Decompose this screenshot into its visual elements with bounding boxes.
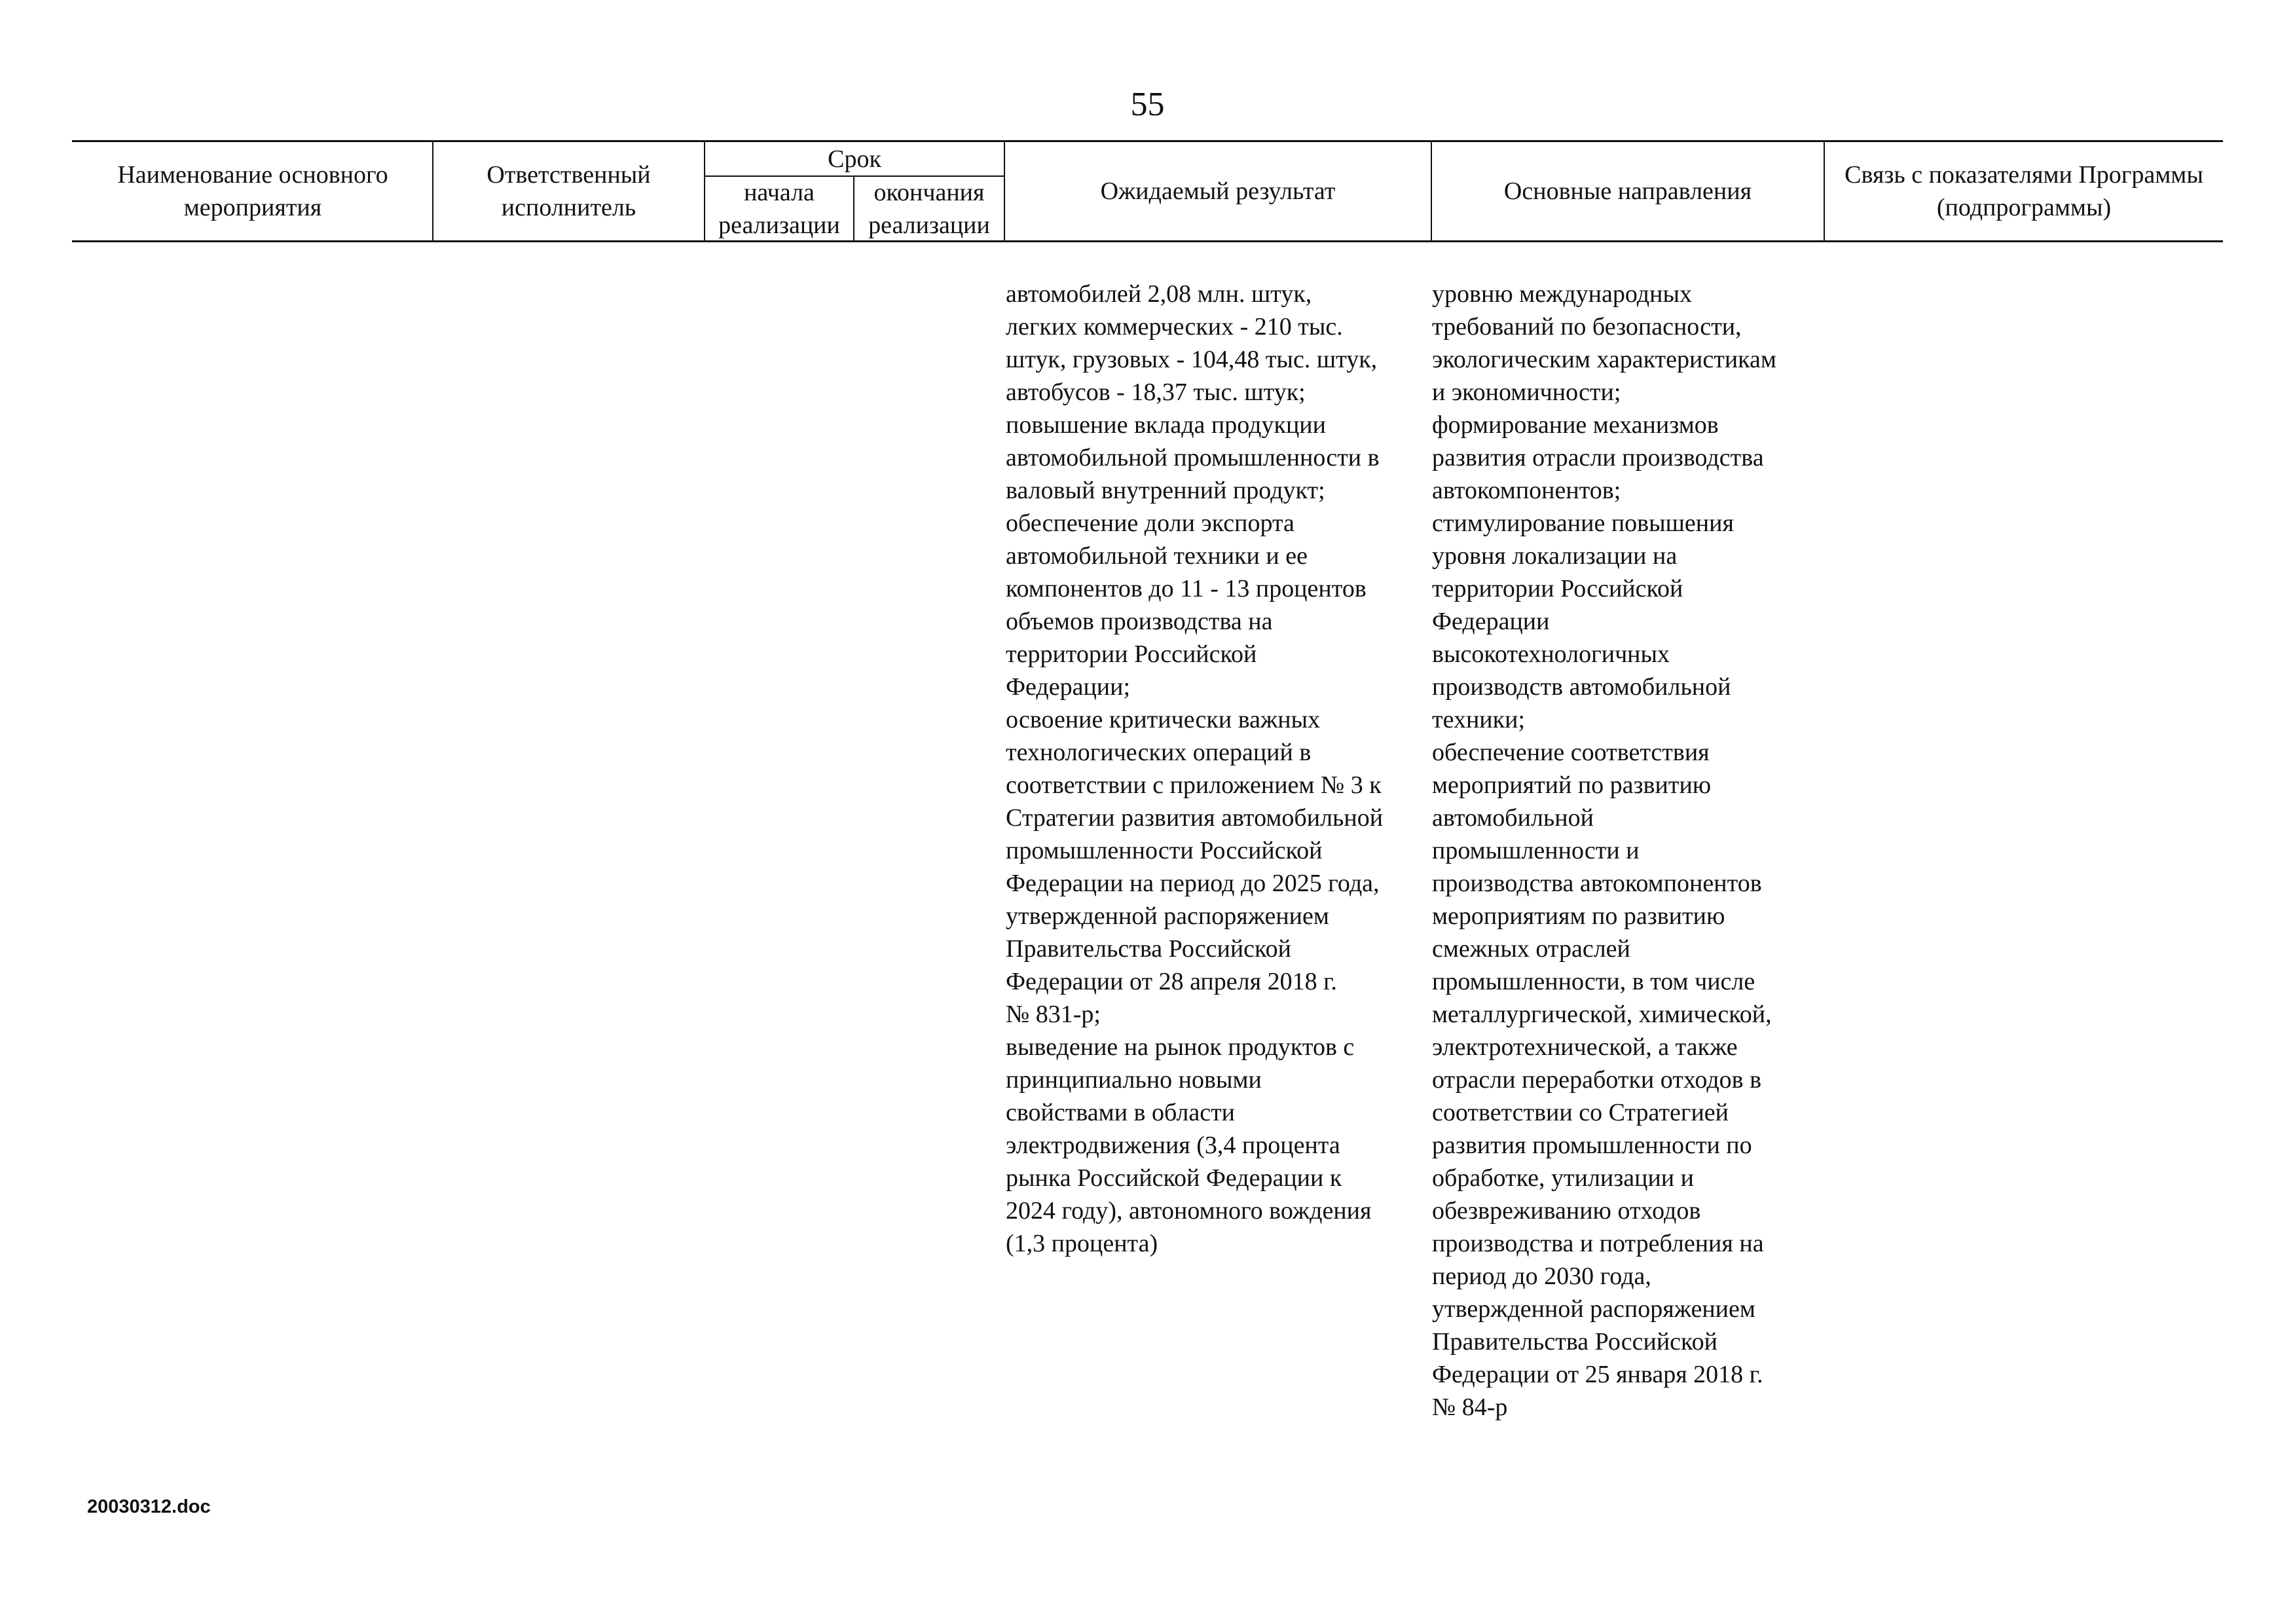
header-term-end (854, 177, 1004, 240)
header-expected-result-label: Ожидаемый результат (1100, 177, 1336, 205)
text-line: Федерации на период до 2025 года, (1006, 870, 1380, 897)
text-line: производства и потребления на (1432, 1230, 1764, 1257)
text-line: автомобильной (1432, 804, 1594, 832)
text-line: свойствами в области (1006, 1099, 1236, 1126)
text-line: обеспечение соответствия (1432, 739, 1710, 766)
header-executor-label: Ответственный исполнитель (487, 161, 651, 221)
text-line: мероприятиям по развитию (1432, 902, 1725, 930)
text-line: производств автомобильной (1432, 673, 1731, 701)
text-line: мероприятий по развитию (1432, 771, 1712, 799)
text-line: Правительства Российской (1006, 935, 1291, 963)
text-line: Федерации от 28 апреля 2018 г. (1006, 968, 1337, 995)
text-line: развития отрасли производства (1432, 444, 1764, 471)
text-line: электродвижения (3,4 процента (1006, 1132, 1340, 1159)
text-line: автомобильной промышленности в (1006, 444, 1380, 471)
text-line: уровню международных (1432, 280, 1692, 308)
text-line: объемов производства на (1006, 608, 1273, 635)
header-expected-result (1005, 142, 1431, 240)
text-line: территории Российской (1432, 575, 1683, 602)
text-line: и экономичности; (1432, 378, 1621, 406)
text-line: промышленности Российской (1006, 837, 1323, 864)
text-line: промышленности, в том числе (1432, 968, 1755, 995)
text-line: автобусов - 18,37 тыс. штук; (1006, 378, 1306, 406)
text-line: утвержденной распоряжением (1006, 902, 1329, 930)
text-line: принципиально новыми (1006, 1066, 1262, 1094)
text-line: экологическим характеристикам (1432, 346, 1776, 373)
text-line: требований по безопасности, (1432, 313, 1742, 341)
text-line: Федерации; (1006, 673, 1131, 701)
text-line: металлургической, химической, (1432, 1001, 1772, 1028)
text-line: штук, грузовых - 104,48 тыс. штук, (1006, 346, 1378, 373)
text-line: автокомпонентов; (1432, 477, 1621, 504)
text-line: производства автокомпонентов (1432, 870, 1762, 897)
header-event-name (73, 142, 432, 240)
text-line: рынка Российской Федерации к (1006, 1164, 1342, 1192)
header-main-directions (1432, 142, 1824, 240)
text-line: компонентов до 11 - 13 процентов (1006, 575, 1367, 602)
header-indicators-link-label: Связь с показателями Программы (подпрограммы) (1845, 161, 2203, 221)
document-filename: 20030312.doc (87, 1496, 211, 1517)
header-term-start-label: начала реализации (718, 178, 840, 239)
text-line: (1,3 процента) (1006, 1230, 1158, 1257)
header-term-end-label: окончания реализации (868, 178, 990, 239)
text-line: № 831-р; (1006, 1001, 1101, 1028)
text-line: № 84-р (1432, 1393, 1508, 1421)
text-line: смежных отраслей (1432, 935, 1630, 963)
header-term-start (705, 177, 853, 240)
text-line: Стратегии развития автомобильной (1006, 804, 1384, 832)
expected-result-cell (1006, 278, 1383, 1260)
text-line: технологических операций в (1006, 739, 1312, 766)
text-line: стимулирование повышения (1432, 509, 1734, 537)
text-line: отрасли переработки отходов в (1432, 1066, 1762, 1094)
text-line: соответствии с приложением № 3 к (1006, 771, 1382, 799)
text-line: утвержденной распоряжением (1432, 1295, 1755, 1323)
header-indicators-link (1825, 142, 2223, 240)
text-line: автомобилей 2,08 млн. штук, (1006, 280, 1312, 308)
text-line: развития промышленности по (1432, 1132, 1752, 1159)
text-line: уровня локализации на (1432, 542, 1678, 570)
text-line: валовый внутренний продукт; (1006, 477, 1325, 504)
header-term (705, 142, 1004, 175)
header-term-label: Срок (828, 145, 881, 173)
header-main-directions-label: Основные направления (1503, 177, 1752, 205)
text-line: соответствии со Стратегией (1432, 1099, 1729, 1126)
text-line: повышение вклада продукции (1006, 411, 1326, 439)
header-event-name-label: Наименование основного мероприятия (117, 161, 388, 221)
text-line: выведение на рынок продуктов с (1006, 1033, 1355, 1061)
page-number: 55 (1130, 86, 1165, 123)
text-line: период до 2030 года, (1432, 1263, 1651, 1290)
text-line: Федерации (1432, 608, 1550, 635)
text-line: Федерации от 25 января 2018 г. (1432, 1361, 1763, 1388)
text-line: освоение критически важных (1006, 706, 1321, 733)
text-line: автомобильной техники и ее (1006, 542, 1308, 570)
text-line: легких коммерческих - 210 тыс. (1006, 313, 1343, 341)
text-line: обработке, утилизации и (1432, 1164, 1694, 1192)
text-line: Правительства Российской (1432, 1328, 1717, 1356)
text-line: электротехнической, а также (1432, 1033, 1738, 1061)
text-line: 2024 году), автономного вождения (1006, 1197, 1372, 1225)
main-directions-cell (1432, 278, 1776, 1424)
header-executor (433, 142, 704, 240)
text-line: обезвреживанию отходов (1432, 1197, 1701, 1225)
table-header-bottom-rule (72, 240, 2223, 242)
text-line: формирование механизмов (1432, 411, 1719, 439)
text-line: высокотехнологичных (1432, 640, 1670, 668)
text-line: техники; (1432, 706, 1525, 733)
text-line: территории Российской (1006, 640, 1257, 668)
text-line: промышленности и (1432, 837, 1640, 864)
text-line: обеспечение доли экспорта (1006, 509, 1294, 537)
